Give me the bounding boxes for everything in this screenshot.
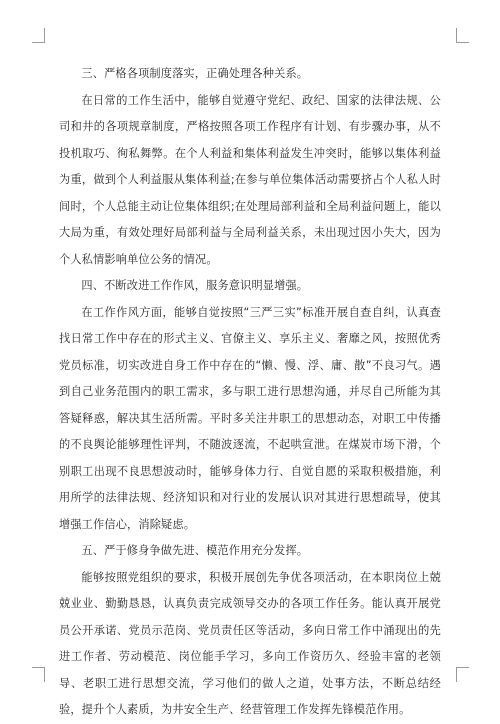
section-paragraph: 在工作作风方面，能够自觉按照“三严三实”标准开展自查自纠，认真查找日常工作中存在的形式主义、官僚主义、享乐主义、奢靡之风，按照优秀党员标准，切实改进自身工作中存在的“懒、慢、浮、庸、散”不良习气。遇到自己业务范围内的职工需求，多与职工进行思想沟通，并尽自己所能为其答疑释惑，解决其生活所需。平时多关注井职工的思想动态，对职工中传播的不良舆论能够理性评判，不随波逐流，不起哄宣泄。在煤炭市场下滑，个别职工出现不良思想波动时，能够身体力行、自觉自愿的采取积极措施，利用所学的法律法规、经济知识和对行业的发展认识对其进行思想疏导，使其增强工作信心，消除疑虑。 [59,305,441,531]
section-heading: 三、严格各项制度落实，正确处理各种关系。 [81,67,309,80]
section-paragraph: 能够按照党组织的要求，积极开展创先争优各项活动，在本职岗位上兢兢业业、勤勤恳恳，认真负责完成领导交办的各项工作任务。能认真开展党员公开承诺、党员示范岗、党员责任区等活动，多向日常工作中涌现出的先进工作者、劳动模范、岗位能手学习，多向工作资历久、经验丰富的老领导、老职工进行思想交流，学习他们的做人之道，处事方法，不断总结经验，提升个人素质，为井安全生产、经营管理工作发挥先锋模范作用。 [59,570,441,716]
crop-mark-top-left [32,28,45,43]
section-heading: 五、严于修身争做先进、模范作用充分发挥。 [81,544,309,557]
section-paragraph: 在日常的工作生活中，能够自觉遵守党纪、政纪、国家的法律法规、公司和井的各项规章制度，严格按照各项工作程序有计划、有步骤办事，从不投机取巧、徇私舞弊。在个人利益和集体利益发生冲突时，能够以集体利益为重，做到个人利益服从集体利益;在参与单位集体活动需要挤占个人私人时间时，个人总能主动让位集体组织;在处理局部利益和全局利益问题上，能以大局为重，有效处理好局部利益与全局利益关系，未出现过因小失大，因为个人私情影响单位公务的情况。 [59,93,441,266]
crop-mark-bottom-left [32,667,45,682]
crop-mark-bottom-right [456,667,469,682]
section-heading: 四、不断改进工作作风，服务意识明显增强。 [81,279,309,292]
document-body [59,61,441,724]
crop-mark-top-right [456,28,469,43]
